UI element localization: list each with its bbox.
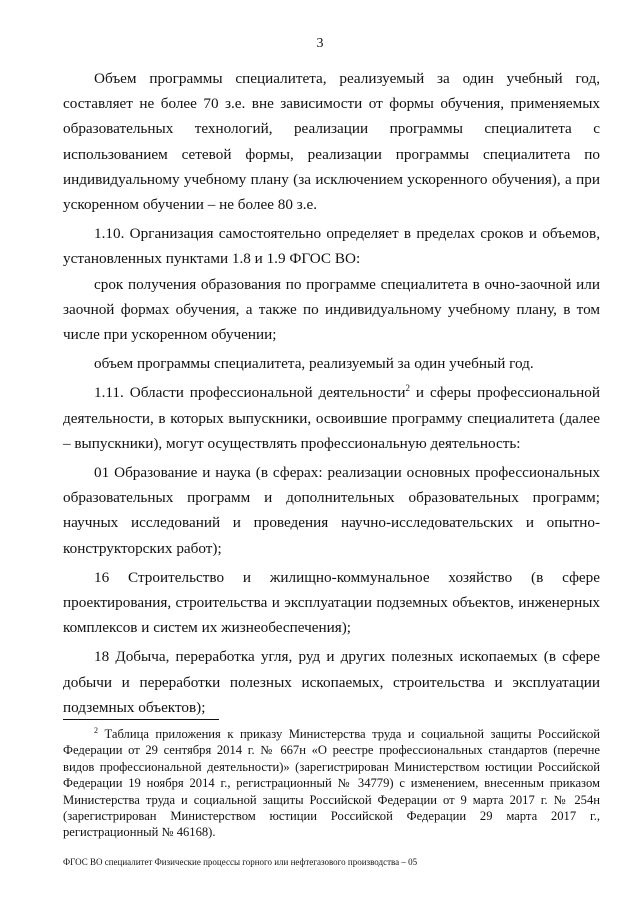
paragraph-annual-volume: объем программы специалитета, реализуемый за один учебный год. (94, 355, 534, 373)
paragraph-area-01: 01 Образование и наука (в сферах: реализации основных профессиональных образовательных программ и дополнительных образовательных программ; научных исследований и проведения научно-исследовательских и опытно-конструкторских работ); (63, 464, 600, 557)
footnote-marker: 2 (94, 725, 98, 735)
footnote-divider (63, 719, 219, 720)
page-number: 3 (316, 36, 324, 51)
paragraph-study-period: срок получения образования по программе специалитета в очно-заочной или заочной формах обучения, а также по индивидуальному учебному плану, в том числе при ускоренном обучении; (63, 275, 600, 344)
paragraph-area-18: 18 Добыча, переработка угля, руд и других полезных ископаемых (в сфере добычи и переработки полезных ископаемых, строительства и эксплуатации подземных объектов); (63, 648, 600, 716)
paragraph-1-11 (63, 380, 600, 456)
paragraph-1-11-start: 1.11. Области профессиональной деятельности (94, 384, 406, 402)
footnote-reference: 2 (405, 383, 410, 394)
page-footer: ФГОС ВО специалитет Физические процессы горного или нефтегазового производства – 05 (63, 857, 418, 867)
document-body (63, 66, 600, 720)
footnote-text: Таблица приложения к приказу Министерства труда и социальной защиты Российской Федерации от 29 сентября 2014 г. № 667н «О реестре профессиональных стандартов (перечне видов профессиональной деятельности)» (зарегистрирован Министерством юстиции Российской Федерации 19 ноября 2014 г., регистрационный № 34779) с изменением, внесенным приказом Министерства труда и социальной защиты Российской Федерации от 9 марта 2017 г. № 254н (зарегистрирован Министерством юстиции Российской Федерации 29 марта 2017 г., регистрационный № 46168). (63, 727, 600, 840)
paragraph-area-16: 16 Строительство и жилищно-коммунальное хозяйство (в сфере проектирования, строительства и эксплуатации подземных объектов, инженерных комплексов и систем их жизнеобеспечения); (63, 568, 600, 637)
paragraph-1-11-end: и сферы профессиональной деятельности, в которых выпускники, освоившие программу специалитета (далее – выпускники), могут осуществлять профессиональную деятельность: (63, 384, 600, 452)
footnote (63, 726, 600, 841)
paragraph-1-10: 1.10. Организация самостоятельно определяет в пределах сроков и объемов, установленных пунктами 1.8 и 1.9 ФГОС ВО: (63, 225, 600, 268)
paragraph-program-volume: Объем программы специалитета, реализуемый за один учебный год, составляет не более 70 з.е. вне зависимости от формы обучения, применяемых образовательных технологий, реализации программы специалитета с использованием сетевой формы, реализации программы специалитета по индивидуальному учебному плану (за исключением ускоренного обучения), а при ускоренном обучении – не более 80 з.е. (63, 70, 600, 214)
